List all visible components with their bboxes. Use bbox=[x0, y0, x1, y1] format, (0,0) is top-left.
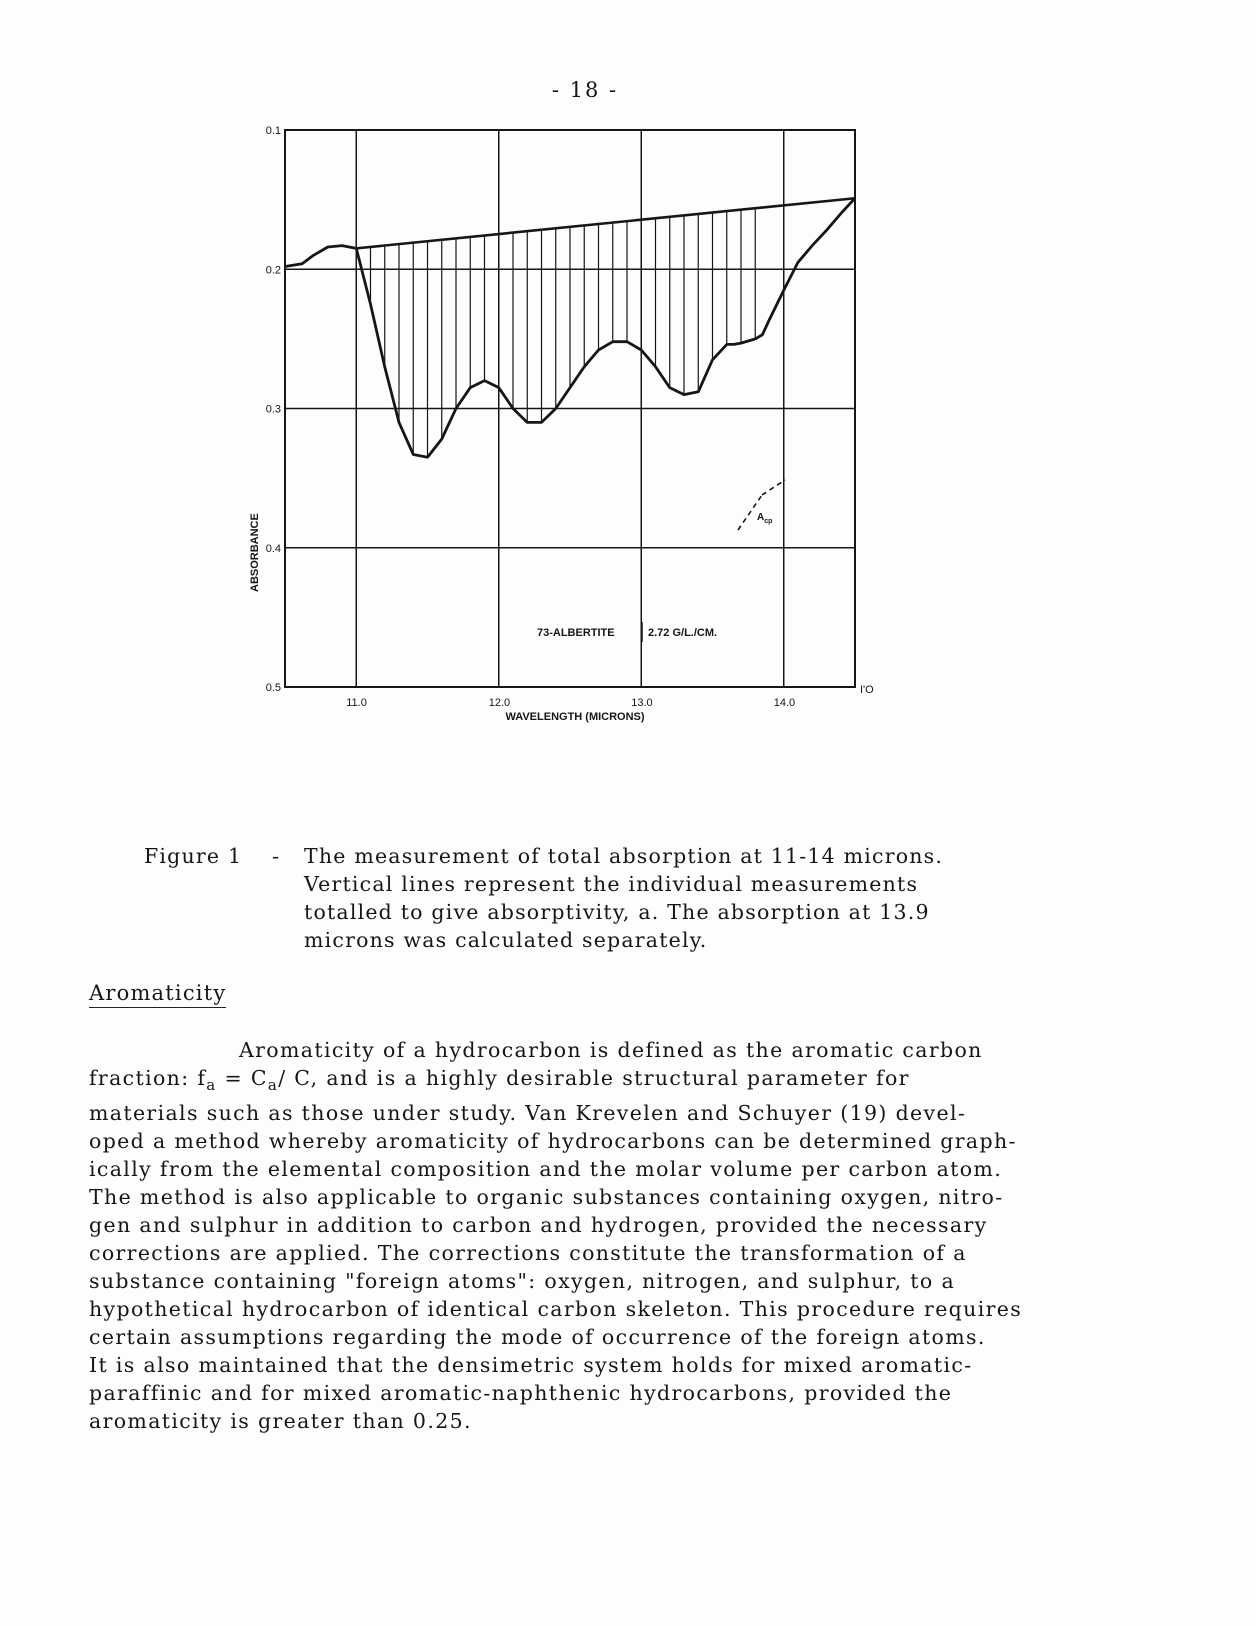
body-paragraph bbox=[89, 1036, 1209, 1435]
concentration-annotation: 2.72 G/L./CM. bbox=[648, 627, 718, 639]
paragraph-line: Aromaticity of a hydrocarbon is defined as the aromatic carbon bbox=[239, 1038, 983, 1062]
paragraph-line: corrections are applied. The corrections constitute the transformation of a bbox=[89, 1241, 967, 1265]
absorbance-chart bbox=[0, 0, 1256, 760]
paragraph-line: materials such as those under study. Van Krevelen and Schuyer (19) devel- bbox=[89, 1101, 967, 1125]
x-tick-label: 13.0 bbox=[631, 697, 653, 709]
caption-line: Vertical lines represent the individual measurements bbox=[304, 872, 919, 896]
page-number: - 18 - bbox=[551, 78, 619, 102]
paragraph-line: paraffinic and for mixed aromatic-naphthenic hydrocarbons, provided the bbox=[89, 1381, 953, 1405]
region-dashed-right bbox=[762, 480, 785, 495]
y-tick-label: 0.4 bbox=[265, 542, 281, 555]
x-axis-label: WAVELENGTH (MICRONS) bbox=[505, 711, 645, 723]
y-tick-label: 0.1 bbox=[265, 125, 281, 137]
figure-caption bbox=[144, 842, 1044, 954]
baseline-line bbox=[356, 198, 855, 248]
caption-line: microns was calculated separately. bbox=[304, 928, 708, 952]
region-label-letter: A bbox=[757, 512, 765, 523]
caption-body bbox=[304, 842, 1044, 954]
x-tick-label-right: I'O bbox=[860, 684, 874, 696]
paragraph-line: oped a method whereby aromaticity of hydrocarbons can be determined graph- bbox=[89, 1129, 1017, 1153]
paragraph-line: The method is also applicable to organic substances containing oxygen, nitro- bbox=[89, 1185, 1004, 1209]
formula-text-b: = C bbox=[216, 1066, 268, 1090]
x-tick-label: 14.0 bbox=[773, 697, 796, 709]
paragraph-line: substance containing "foreign atoms": oxygen, nitrogen, and sulphur, to a bbox=[89, 1269, 956, 1293]
region-label-subscript: cp bbox=[764, 518, 773, 525]
formula-subscript-b: a bbox=[267, 1076, 279, 1094]
paragraph-line-formula bbox=[89, 1064, 1209, 1099]
paragraph-line: certain assumptions regarding the mode of occurrence of the foreign atoms. bbox=[89, 1325, 986, 1349]
y-axis-label: ABSORBANCE bbox=[249, 513, 261, 592]
y-tick-label: 0.2 bbox=[265, 264, 281, 277]
sample-annotation: 73-ALBERTITE bbox=[537, 627, 615, 639]
y-tick-label: 0.5 bbox=[265, 682, 281, 694]
paragraph-line: gen and sulphur in addition to carbon and hydrogen, provided the necessary bbox=[89, 1213, 988, 1237]
figure-label: Figure 1 bbox=[144, 844, 243, 868]
measurement-lines bbox=[371, 208, 756, 457]
x-tick-label: 12.0 bbox=[488, 697, 511, 709]
formula-text-a: fraction: f bbox=[89, 1066, 207, 1090]
figure-dash: - bbox=[272, 844, 281, 868]
formula-subscript-a: a bbox=[206, 1076, 217, 1094]
grid-lines bbox=[285, 130, 855, 687]
paragraph-line: ically from the elemental composition and the molar volume per carbon atom. bbox=[89, 1157, 1003, 1181]
region-label bbox=[757, 512, 772, 525]
paragraph-line: aromaticity is greater than 0.25. bbox=[89, 1409, 472, 1433]
paragraph-line: hypothetical hydrocarbon of identical carbon skeleton. This procedure requires bbox=[89, 1297, 1023, 1321]
caption-line: totalled to give absorptivity, a. The absorption at 13.9 bbox=[304, 900, 930, 924]
section-heading: Aromaticity bbox=[89, 980, 226, 1008]
x-tick-label: 11.0 bbox=[346, 697, 367, 709]
caption-line: The measurement of total absorption at 11-14 microns. bbox=[304, 844, 944, 868]
y-tick-label: 0.3 bbox=[265, 403, 281, 416]
formula-text-c: / C, and is a highly desirable structural parameter for bbox=[278, 1066, 910, 1090]
paragraph-line: It is also maintained that the densimetric system holds for mixed aromatic- bbox=[89, 1353, 973, 1377]
